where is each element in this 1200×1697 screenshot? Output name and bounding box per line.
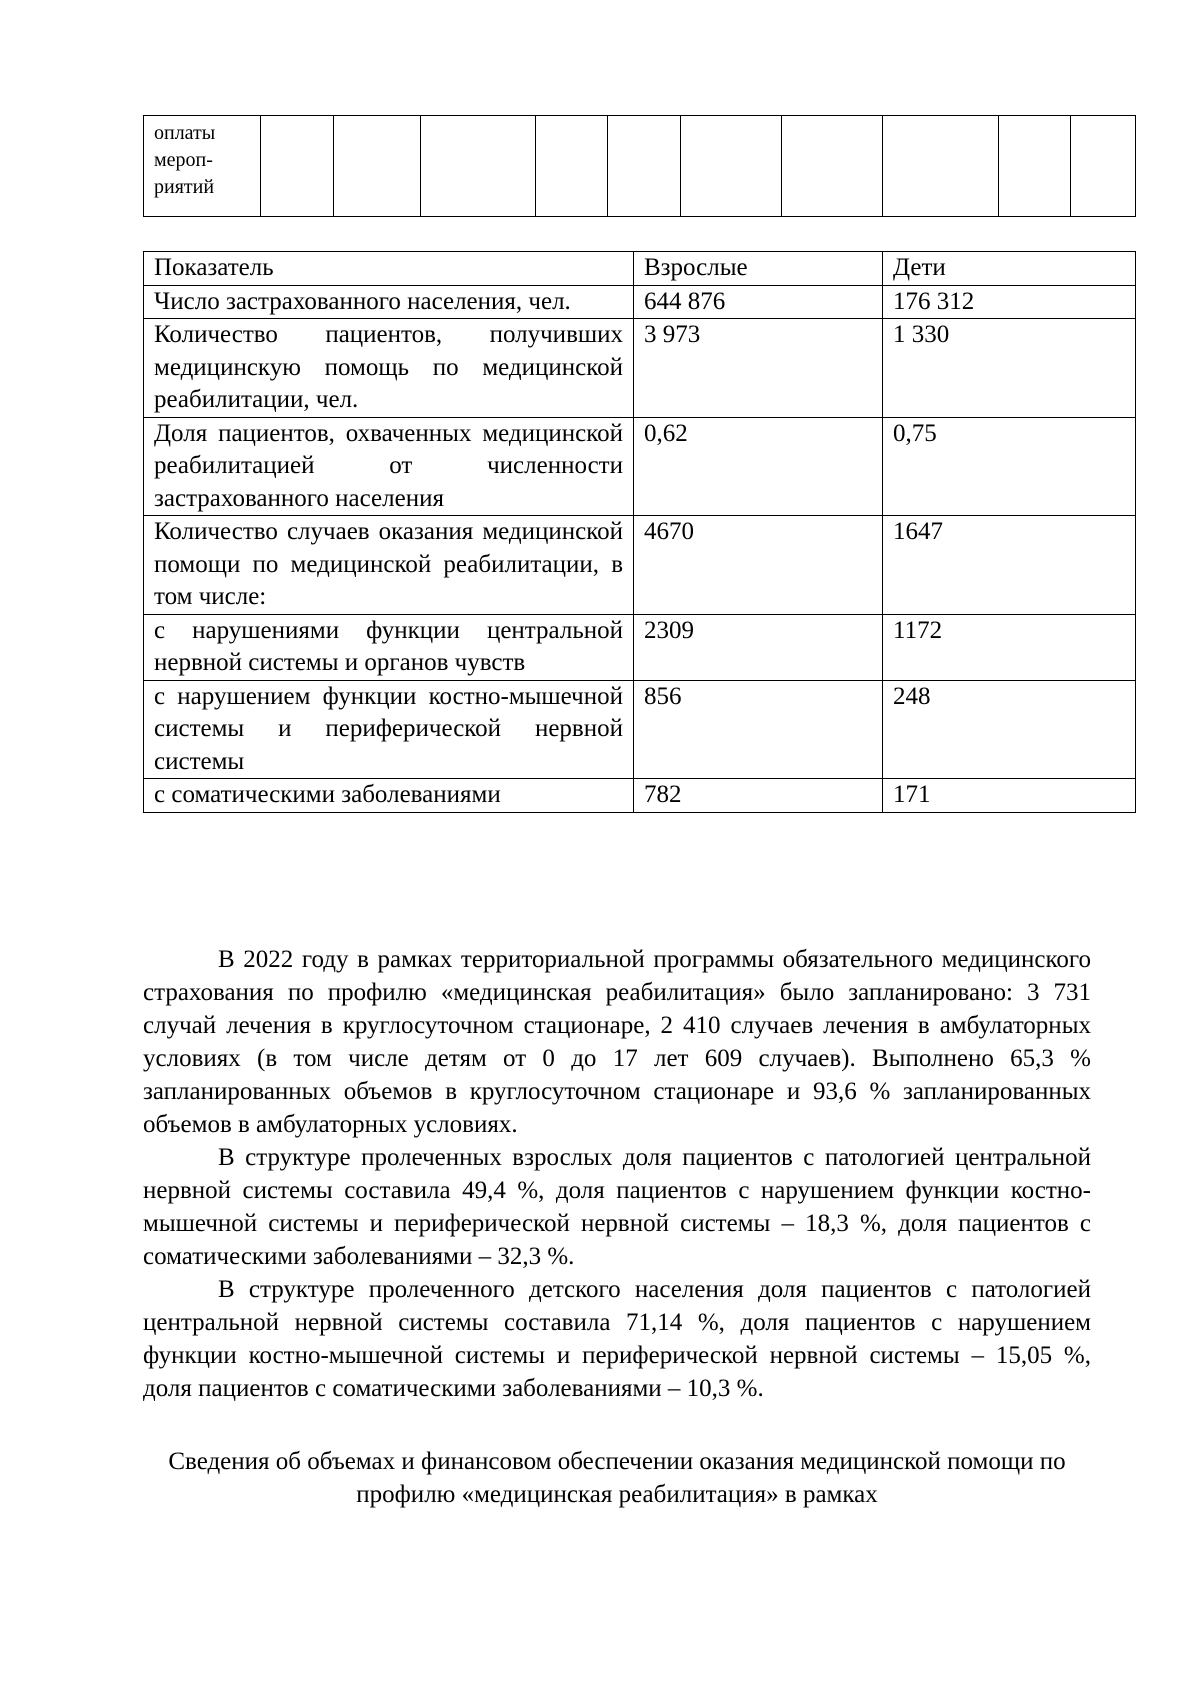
adults-cell: 644 876 [634, 285, 883, 319]
empty-cell [1071, 116, 1136, 217]
table-row [144, 680, 1136, 779]
children-cell: 1172 [883, 614, 1136, 680]
table-row [144, 779, 1136, 813]
adults-cell: 3 973 [634, 319, 883, 418]
empty-cell [334, 116, 421, 217]
column-header: Показатель [144, 252, 634, 286]
indicator-cell: Количество пациентов, получивших медицинскую помощь по медицинской реабилитации, чел. [144, 319, 634, 418]
table-header-row [144, 252, 1136, 286]
empty-cell [536, 116, 608, 217]
section-caption: Сведения об объемах и финансовом обеспечении оказания медицинской помощи по профилю «медицинская реабилитация» в рамках [168, 1448, 1066, 1508]
empty-cell [261, 116, 334, 217]
adults-cell: 4670 [634, 516, 883, 615]
empty-cell [421, 116, 536, 217]
children-cell: 176 312 [883, 285, 1136, 319]
table-row [144, 614, 1136, 680]
indicator-cell: Доля пациентов, охваченных медицинской реабилитацией от численности застрахованного населения [144, 417, 634, 516]
children-cell: 248 [883, 680, 1136, 779]
children-cell: 0,75 [883, 417, 1136, 516]
adults-cell: 856 [634, 680, 883, 779]
empty-cell [681, 116, 782, 217]
table-row [144, 285, 1136, 319]
empty-cell [999, 116, 1071, 217]
column-header: Дети [883, 252, 1136, 286]
paragraph: В 2022 году в рамках территориальной программы обязательного медицинского страхования по профилю «медицинская реабилитация» было запланировано: 3 731 случай лечения в круглосуточном стационаре, 2 410 случаев лечения в амбулаторных условиях (в том числе детям от 0 до 17 лет 609 случаев). Выполнено 65,3 % запланированных объемов в круглосуточном стационаре и 93,6 % запланированных объемов в амбулаторных условиях. [143, 946, 1091, 1138]
column-header: Взрослые [634, 252, 883, 286]
rehabilitation-stats-table [143, 251, 1136, 813]
children-cell: 1 330 [883, 319, 1136, 418]
indicator-cell: Количество случаев оказания медицинской помощи по медицинской реабилитации, в том числе: [144, 516, 634, 615]
indicator-cell: с нарушениями функции центральной нервной системы и органов чувств [144, 614, 634, 680]
table-row [144, 116, 1136, 217]
empty-cell [883, 116, 999, 217]
table-row [144, 417, 1136, 516]
indicator-cell: с соматическими заболеваниями [144, 779, 634, 813]
adults-cell: 0,62 [634, 417, 883, 516]
table-row [144, 319, 1136, 418]
empty-cell [782, 116, 883, 217]
indicator-cell: с нарушением функции костно-мышечной системы и периферической нервной системы [144, 680, 634, 779]
children-cell: 171 [883, 779, 1136, 813]
empty-cell [608, 116, 681, 217]
adults-cell: 782 [634, 779, 883, 813]
body-text [143, 943, 1091, 1405]
paragraph: В структуре пролеченного детского населения доля пациентов с патологией центральной нервной системы составила 71,14 %, доля пациентов с нарушением функции костно-мышечной системы и периферической нервной системы – 15,05 %, доля пациентов с соматическими заболеваниями – 10,3 %. [143, 1276, 1091, 1402]
adults-cell: 2309 [634, 614, 883, 680]
table-row [144, 516, 1136, 615]
table-cell: оплаты мероп- риятий [144, 116, 261, 217]
paragraph: В структуре пролеченных взрослых доля пациентов с патологией центральной нервной системы составила 49,4 %, доля пациентов с нарушением функции костно-мышечной системы и периферической нервной системы – 18,3 %, доля пациентов с соматическими заболеваниями – 32,3 %. [143, 1144, 1091, 1270]
children-cell: 1647 [883, 516, 1136, 615]
continuation-table [143, 115, 1136, 217]
indicator-cell: Число застрахованного населения, чел. [144, 285, 634, 319]
